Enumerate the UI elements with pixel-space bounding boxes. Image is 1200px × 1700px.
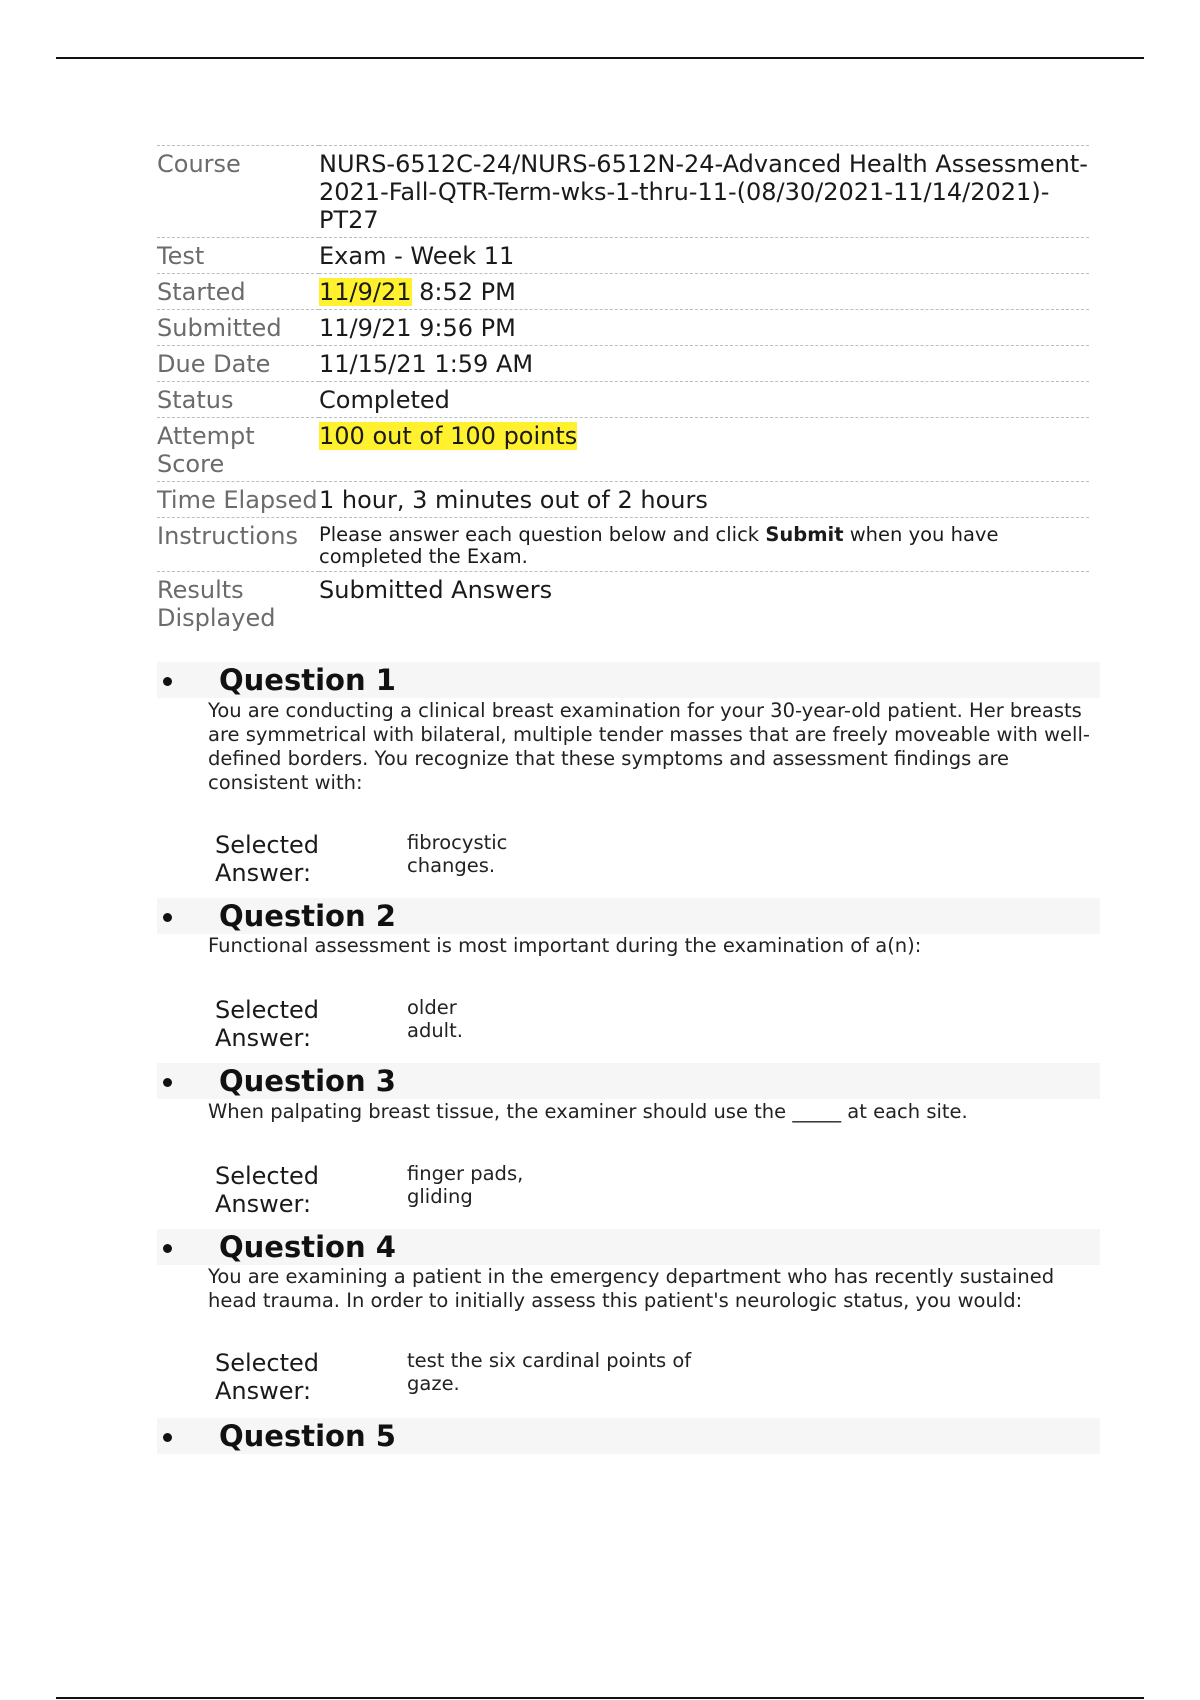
submitted-value: 11/9/21 9:56 PM xyxy=(319,310,1089,346)
time-elapsed-value: 1 hour, 3 minutes out of 2 hours xyxy=(319,482,1089,518)
attempt-summary-table xyxy=(157,145,1089,635)
summary-row-submitted xyxy=(157,310,1089,346)
time-elapsed-label: Time Elapsed xyxy=(157,482,319,518)
status-label: Status xyxy=(157,382,319,418)
question-header xyxy=(157,662,1100,698)
bullet-icon xyxy=(163,1078,172,1087)
course-value: NURS-6512C-24/NURS-6512N-24-Advanced Health Assessment-2021-Fall-QTR-Term-wks-1-thru-11-(08/30/2021-11/14/2021)-PT27 xyxy=(319,146,1089,238)
question-header xyxy=(157,1229,1100,1265)
question-title: Question 2 xyxy=(219,899,396,933)
status-value: Completed xyxy=(319,382,1089,418)
test-label: Test xyxy=(157,238,319,274)
bottom-rule xyxy=(56,1697,1144,1699)
question-title: Question 5 xyxy=(219,1419,396,1453)
instructions-text-pre: Please answer each question below and click xyxy=(319,523,766,546)
course-label: Course xyxy=(157,146,319,238)
selected-answer-value: fibrocystic changes. xyxy=(407,831,508,877)
question-text: You are examining a patient in the emergency department who has recently sustained head trauma. In order to initially assess this patient's neurologic status, you would: xyxy=(208,1265,1055,1312)
attempt-score-value xyxy=(319,418,1089,482)
selected-answer-label: Selected Answer: xyxy=(215,996,320,1052)
selected-answer-label: Selected Answer: xyxy=(215,831,320,887)
question-header xyxy=(157,1418,1100,1454)
results-displayed-label: Results Displayed xyxy=(157,572,319,636)
summary-row-results xyxy=(157,572,1089,636)
question-text: You are conducting a clinical breast examination for your 30-year-old patient. Her breasts are symmetrical with bilateral, multiple tender masses that are freely moveable with well-defined borders. You recognize that these symptoms and assessment findings are consistent with: xyxy=(208,699,1090,794)
bullet-icon xyxy=(163,913,172,922)
bullet-icon xyxy=(163,1433,172,1442)
attempt-score-label: Attempt Score xyxy=(157,418,319,482)
selected-answer-value: test the six cardinal points of gaze. xyxy=(407,1349,692,1395)
started-value xyxy=(319,274,1089,310)
selected-answer-value: finger pads, gliding xyxy=(407,1162,524,1208)
results-displayed-value: Submitted Answers xyxy=(319,572,1089,636)
summary-row-test xyxy=(157,238,1089,274)
summary-row-elapsed xyxy=(157,482,1089,518)
attempt-score-highlight: 100 out of 100 points xyxy=(319,422,578,450)
question-title: Question 3 xyxy=(219,1064,396,1098)
summary-row-status xyxy=(157,382,1089,418)
started-time: 8:52 PM xyxy=(411,278,516,306)
test-value: Exam - Week 11 xyxy=(319,238,1089,274)
submitted-label: Submitted xyxy=(157,310,319,346)
selected-answer-value: older adult. xyxy=(407,996,463,1042)
question-text: Functional assessment is most important during the examination of a(n): xyxy=(208,934,922,957)
bullet-icon xyxy=(163,677,172,686)
selected-answer-label: Selected Answer: xyxy=(215,1349,320,1405)
question-header xyxy=(157,1063,1100,1099)
instructions-value xyxy=(319,518,1089,572)
instructions-submit-word: Submit xyxy=(765,523,844,546)
instructions-text-post: when you have completed the Exam. xyxy=(319,523,999,568)
started-date-highlight: 11/9/21 xyxy=(319,278,412,306)
question-text: When palpating breast tissue, the examiner should use the _____ at each site. xyxy=(208,1100,968,1123)
top-rule xyxy=(56,57,1144,59)
summary-row-instructions xyxy=(157,518,1089,572)
instructions-label: Instructions xyxy=(157,518,319,572)
started-label: Started xyxy=(157,274,319,310)
question-title: Question 4 xyxy=(219,1230,396,1264)
summary-row-started xyxy=(157,274,1089,310)
bullet-icon xyxy=(163,1244,172,1253)
due-date-value: 11/15/21 1:59 AM xyxy=(319,346,1089,382)
summary-row-score xyxy=(157,418,1089,482)
summary-row-course xyxy=(157,146,1089,238)
selected-answer-label: Selected Answer: xyxy=(215,1162,320,1218)
due-date-label: Due Date xyxy=(157,346,319,382)
summary-row-due-date xyxy=(157,346,1089,382)
question-header xyxy=(157,898,1100,934)
question-title: Question 1 xyxy=(219,663,396,697)
